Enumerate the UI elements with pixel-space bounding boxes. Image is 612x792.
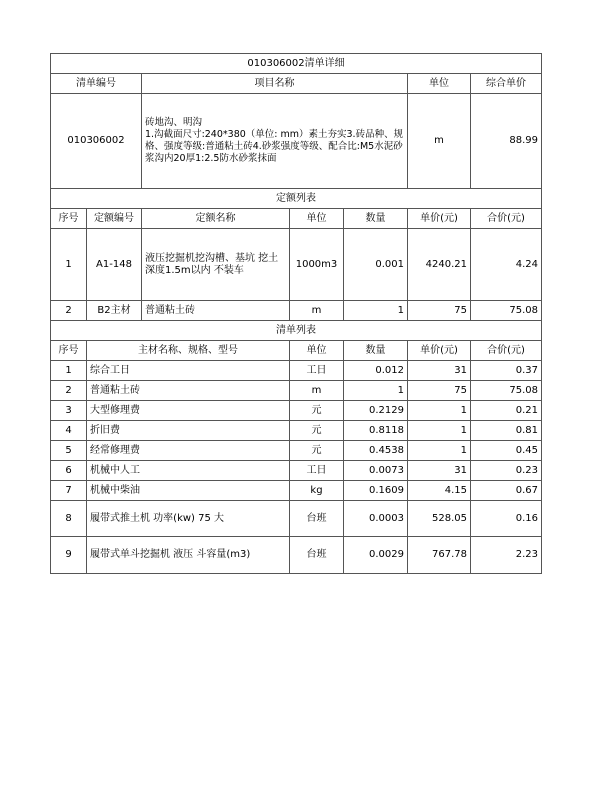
quota-row xyxy=(51,229,542,301)
bill-price: 88.99 xyxy=(471,94,542,189)
material-no: 7 xyxy=(51,481,87,501)
bill-detail-table xyxy=(50,53,542,574)
material-header-total: 合价(元) xyxy=(471,341,542,361)
material-qty: 0.4538 xyxy=(344,441,408,461)
header-price: 综合单价 xyxy=(471,74,542,94)
material-header-price: 单价(元) xyxy=(408,341,471,361)
quota-total: 75.08 xyxy=(471,301,542,321)
quota-qty: 0.001 xyxy=(344,229,408,301)
quota-unit: 1000m3 xyxy=(290,229,344,301)
quota-header-unit: 单位 xyxy=(290,209,344,229)
material-name: 履带式推土机 功率(kw) 75 大 xyxy=(87,501,290,537)
material-price: 528.05 xyxy=(408,501,471,537)
quota-name: 普通粘土砖 xyxy=(142,301,290,321)
material-total: 0.23 xyxy=(471,461,542,481)
material-qty: 0.8118 xyxy=(344,421,408,441)
material-qty: 1 xyxy=(344,381,408,401)
material-header-row xyxy=(51,341,542,361)
quota-no: 1 xyxy=(51,229,87,301)
table-title: 010306002清单详细 xyxy=(51,54,542,74)
material-no: 8 xyxy=(51,501,87,537)
material-row xyxy=(51,461,542,481)
header-name: 项目名称 xyxy=(142,74,408,94)
material-header-unit: 单位 xyxy=(290,341,344,361)
material-unit: m xyxy=(290,381,344,401)
material-name: 普通粘土砖 xyxy=(87,381,290,401)
quota-code: A1-148 xyxy=(87,229,142,301)
quota-price: 75 xyxy=(408,301,471,321)
material-qty: 0.0073 xyxy=(344,461,408,481)
material-row xyxy=(51,441,542,461)
quota-name: 液压挖掘机挖沟槽、基坑 挖土深度1.5m以内 不装车 xyxy=(142,229,290,301)
material-qty: 0.2129 xyxy=(344,401,408,421)
quota-header-no: 序号 xyxy=(51,209,87,229)
quota-header-price: 单价(元) xyxy=(408,209,471,229)
quota-header-row xyxy=(51,209,542,229)
material-qty: 0.0029 xyxy=(344,537,408,574)
quota-header-total: 合价(元) xyxy=(471,209,542,229)
material-total: 2.23 xyxy=(471,537,542,574)
material-section-title: 清单列表 xyxy=(51,321,542,341)
material-qty: 0.0003 xyxy=(344,501,408,537)
quota-row xyxy=(51,301,542,321)
material-total: 0.16 xyxy=(471,501,542,537)
quota-unit: m xyxy=(290,301,344,321)
material-row xyxy=(51,501,542,537)
material-total: 75.08 xyxy=(471,381,542,401)
header-unit: 单位 xyxy=(408,74,471,94)
material-name: 履带式单斗挖掘机 液压 斗容量(m3) xyxy=(87,537,290,574)
material-header-no: 序号 xyxy=(51,341,87,361)
quota-total: 4.24 xyxy=(471,229,542,301)
material-price: 1 xyxy=(408,421,471,441)
material-name: 大型修理费 xyxy=(87,401,290,421)
material-no: 2 xyxy=(51,381,87,401)
quota-header-code: 定额编号 xyxy=(87,209,142,229)
quota-code: B2主材 xyxy=(87,301,142,321)
material-unit: 台班 xyxy=(290,501,344,537)
material-total: 0.45 xyxy=(471,441,542,461)
material-unit: 元 xyxy=(290,401,344,421)
material-price: 4.15 xyxy=(408,481,471,501)
bill-unit: m xyxy=(408,94,471,189)
material-no: 1 xyxy=(51,361,87,381)
material-no: 3 xyxy=(51,401,87,421)
quota-section-title: 定额列表 xyxy=(51,189,542,209)
quota-header-qty: 数量 xyxy=(344,209,408,229)
material-unit: 元 xyxy=(290,421,344,441)
bill-description: 砖地沟、明沟 1.沟截面尺寸:240*380（单位: mm）素土夯实3.砖品种、规格、强度等级:普通粘土砖4.砂浆强度等级、配合比:M5水泥砂浆沟内20厚1:2.5防水砂浆抹面 xyxy=(142,94,408,189)
material-price: 767.78 xyxy=(408,537,471,574)
material-header-qty: 数量 xyxy=(344,341,408,361)
material-row xyxy=(51,381,542,401)
material-price: 1 xyxy=(408,401,471,421)
material-unit: 工日 xyxy=(290,361,344,381)
material-name: 机械中人工 xyxy=(87,461,290,481)
quota-qty: 1 xyxy=(344,301,408,321)
material-qty: 0.1609 xyxy=(344,481,408,501)
material-row xyxy=(51,537,542,574)
material-row xyxy=(51,361,542,381)
material-price: 31 xyxy=(408,361,471,381)
material-unit: 元 xyxy=(290,441,344,461)
material-name: 经常修理费 xyxy=(87,441,290,461)
material-no: 9 xyxy=(51,537,87,574)
material-price: 31 xyxy=(408,461,471,481)
material-no: 4 xyxy=(51,421,87,441)
material-total: 0.67 xyxy=(471,481,542,501)
material-name: 机械中柴油 xyxy=(87,481,290,501)
material-row xyxy=(51,401,542,421)
material-header-name: 主材名称、规格、型号 xyxy=(87,341,290,361)
material-qty: 0.012 xyxy=(344,361,408,381)
material-row xyxy=(51,481,542,501)
material-unit: 台班 xyxy=(290,537,344,574)
material-no: 5 xyxy=(51,441,87,461)
material-total: 0.21 xyxy=(471,401,542,421)
quota-header-name: 定额名称 xyxy=(142,209,290,229)
material-unit: 工日 xyxy=(290,461,344,481)
material-row xyxy=(51,421,542,441)
quota-price: 4240.21 xyxy=(408,229,471,301)
quota-no: 2 xyxy=(51,301,87,321)
material-price: 75 xyxy=(408,381,471,401)
header-code: 清单编号 xyxy=(51,74,142,94)
material-no: 6 xyxy=(51,461,87,481)
material-name: 折旧费 xyxy=(87,421,290,441)
material-name: 综合工日 xyxy=(87,361,290,381)
bill-code: 010306002 xyxy=(51,94,142,189)
material-price: 1 xyxy=(408,441,471,461)
material-unit: kg xyxy=(290,481,344,501)
material-total: 0.37 xyxy=(471,361,542,381)
material-total: 0.81 xyxy=(471,421,542,441)
